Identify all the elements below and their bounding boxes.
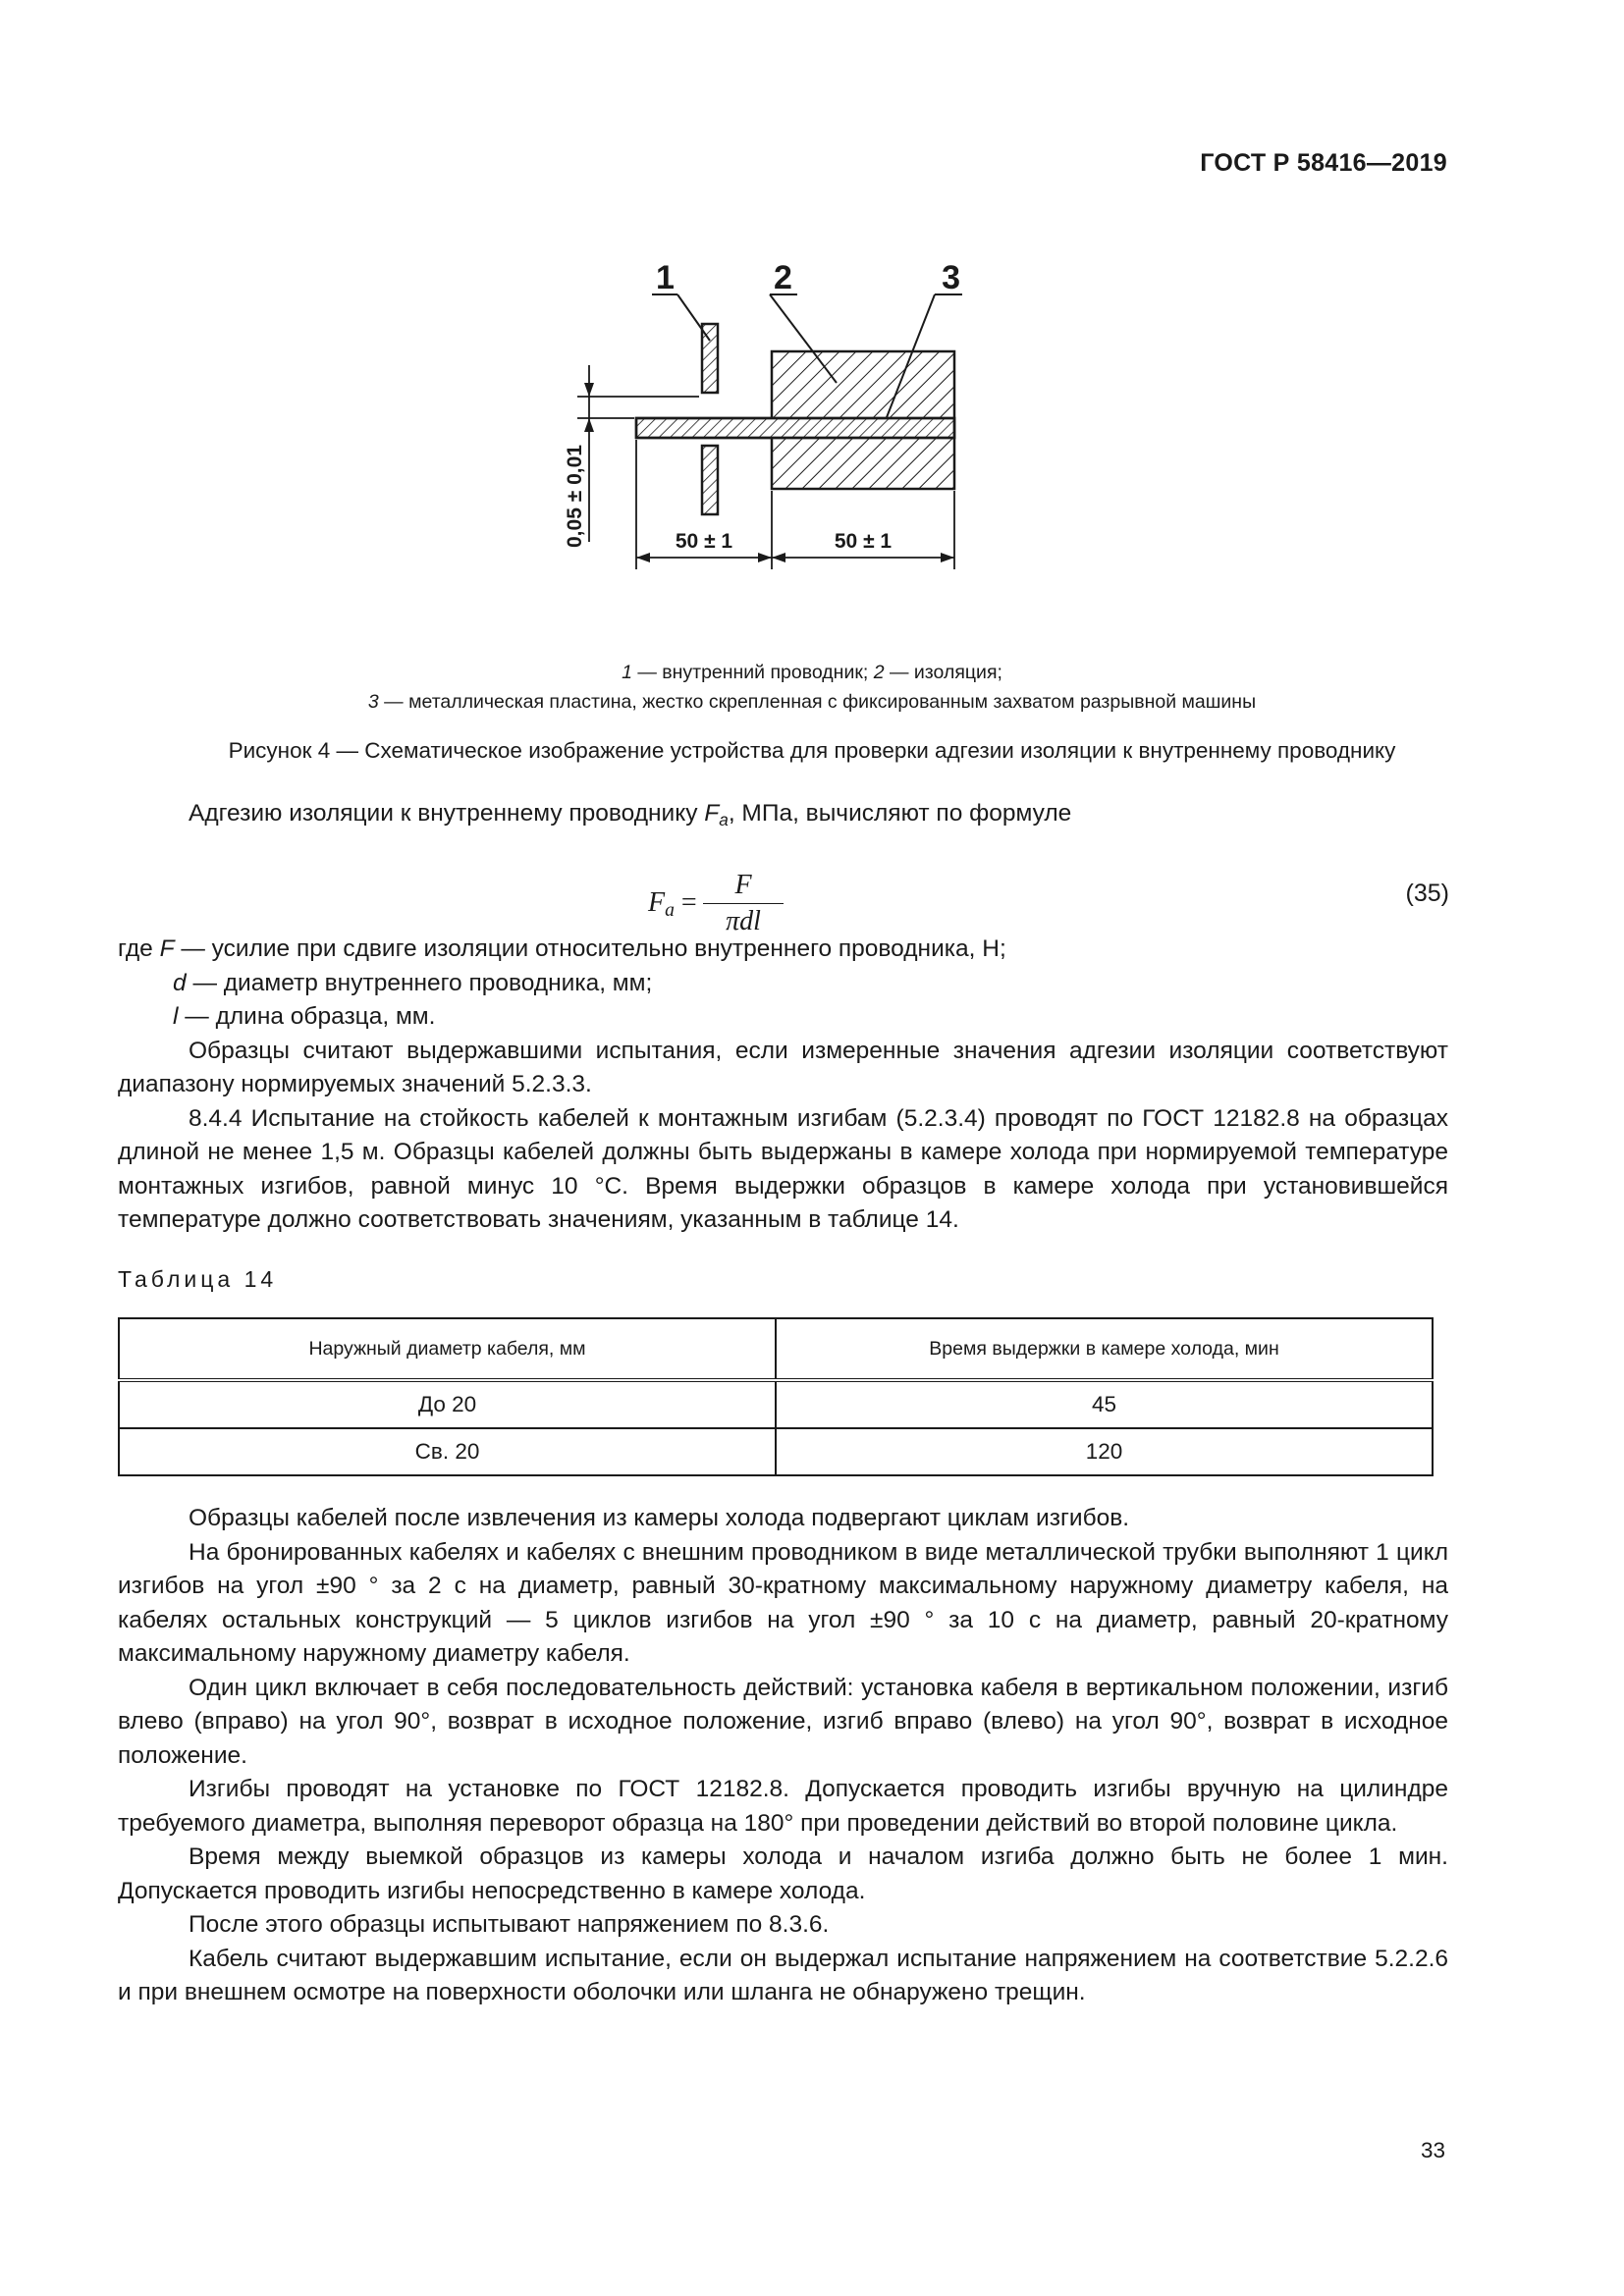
dimension-gap: 0,05 ± 0,01 [564, 445, 586, 548]
paragraph-adhesion-result: Образцы считают выдержавшими испытания, если измеренные значения адгезии изоляции соответствуют диапазону нормируемых значений 5.2.3.3. [118, 1037, 1448, 1097]
table-title: Таблица 14 [118, 1266, 278, 1292]
paragraph: Образцы кабелей после извлечения из камеры холода подвергают циклам изгибов. [189, 1505, 1130, 1531]
table-cell: 45 [776, 1380, 1433, 1428]
formula-intro: Адгезию изоляции к внутреннему проводнику $F_a$, МПа, вычисляют по формуле [189, 800, 1072, 829]
metal-plate-bottom [702, 446, 718, 514]
where-item-l: l — длина образца, мм. [173, 1003, 436, 1030]
page-number: 33 [1420, 2138, 1445, 2163]
bending-test-text [118, 1502, 1448, 2010]
paragraph: Кабель считают выдержавшим испытание, если он выдержал испытание напряжением на соответствие 5.2.2.6 и при внешнем осмотре на поверхности оболочки или шланга не обнаружено трещин. [118, 1945, 1448, 2005]
table-cell: Св. 20 [119, 1428, 776, 1475]
figure-label-3: 1 [656, 259, 675, 296]
figure-label-2: 2 [774, 259, 792, 296]
paragraph: Время между выемкой образцов из камеры холода и началом изгиба должно быть не более 1 мин. Допускается проводить изгибы непосредственно в камере холода. [118, 1843, 1448, 1904]
table-row [119, 1380, 1433, 1428]
figure-caption: Рисунок 4 — Схематическое изображение устройства для проверки адгезии изоляции к внутреннему проводнику [228, 738, 1396, 763]
formula-number: (35) [1405, 880, 1449, 907]
table-cell: До 20 [119, 1380, 776, 1428]
table-row [119, 1428, 1433, 1475]
figure-device-schematic [550, 257, 962, 581]
dimension-left: 50 ± 1 [675, 530, 733, 553]
paragraph: Изгибы проводят на установке по ГОСТ 12182.8. Допускается проводить изгибы вручную на цилиндре требуемого диаметра, выполняя переворот образца на 180° при проведении действий во второй половине цикла. [118, 1776, 1448, 1837]
paragraph: После этого образцы испытывают напряжением по 8.3.6. [189, 1911, 830, 1938]
table-header-time: Время выдержки в камере холода, мин [776, 1318, 1433, 1380]
legend-line-1: 1 — внутренний проводник; 2 — изоляция; [622, 662, 1002, 683]
dimension-right: 50 ± 1 [834, 530, 893, 553]
where-item-f: где F — усилие при сдвиге изоляции относительно внутреннего проводника, Н; [118, 935, 1006, 962]
table-header-diameter: Наружный диаметр кабеля, мм [119, 1318, 776, 1380]
table-14 [118, 1317, 1434, 1476]
figure-label-1: 3 [942, 259, 960, 296]
figure-legend [0, 658, 1624, 717]
where-item-d: d — диаметр внутреннего проводника, мм; [173, 969, 653, 996]
formula-explanation [118, 933, 1448, 1238]
legend-line-2: 3 — металлическая пластина, жестко скрепленная с фиксированным захватом разрывной машины [367, 691, 1257, 713]
paragraph: На бронированных кабелях и кабелях с внешним проводником в виде металлической трубки выполняют 1 цикл изгибов на угол ±90 ° за 2 с на диаметр, равный 30-кратному максимальному наружному диаметру кабеля, на кабелях остальных конструкций — 5 циклов изгибов на угол ±90 ° за 10 с на диаметр, равный 20-кратному максимальному наружному диаметру кабеля. [118, 1538, 1448, 1667]
formula-numerator: F [703, 870, 784, 904]
paragraph: Один цикл включает в себя последовательность действий: установка кабеля в вертикальном положении, изгиб влево (вправо) на угол 90°, возврат в исходное положение, изгиб вправо (влево) на угол 90°, возврат в исходное положение. [118, 1674, 1448, 1769]
paragraph-8-4-4: 8.4.4 Испытание на стойкость кабелей к монтажным изгибам (5.2.3.4) проводят по ГОСТ 12182.8 на образцах длиной не менее 1,5 м. Образцы кабелей должны быть выдержаны в камере холода при нормируемой температуре монтажных изгибов, равной минус 10 °С. Время выдержки образцов в камере холода при установившейся температуре должно соответствовать значениям, указанным в таблице 14. [118, 1104, 1448, 1233]
metal-plate-top [702, 324, 718, 393]
document-number: ГОСТ Р 58416—2019 [1200, 149, 1447, 177]
formula-denominator: πdl [726, 906, 761, 936]
formula-35: $F_a$ = F πdl [648, 870, 825, 938]
table-cell: 120 [776, 1428, 1433, 1475]
